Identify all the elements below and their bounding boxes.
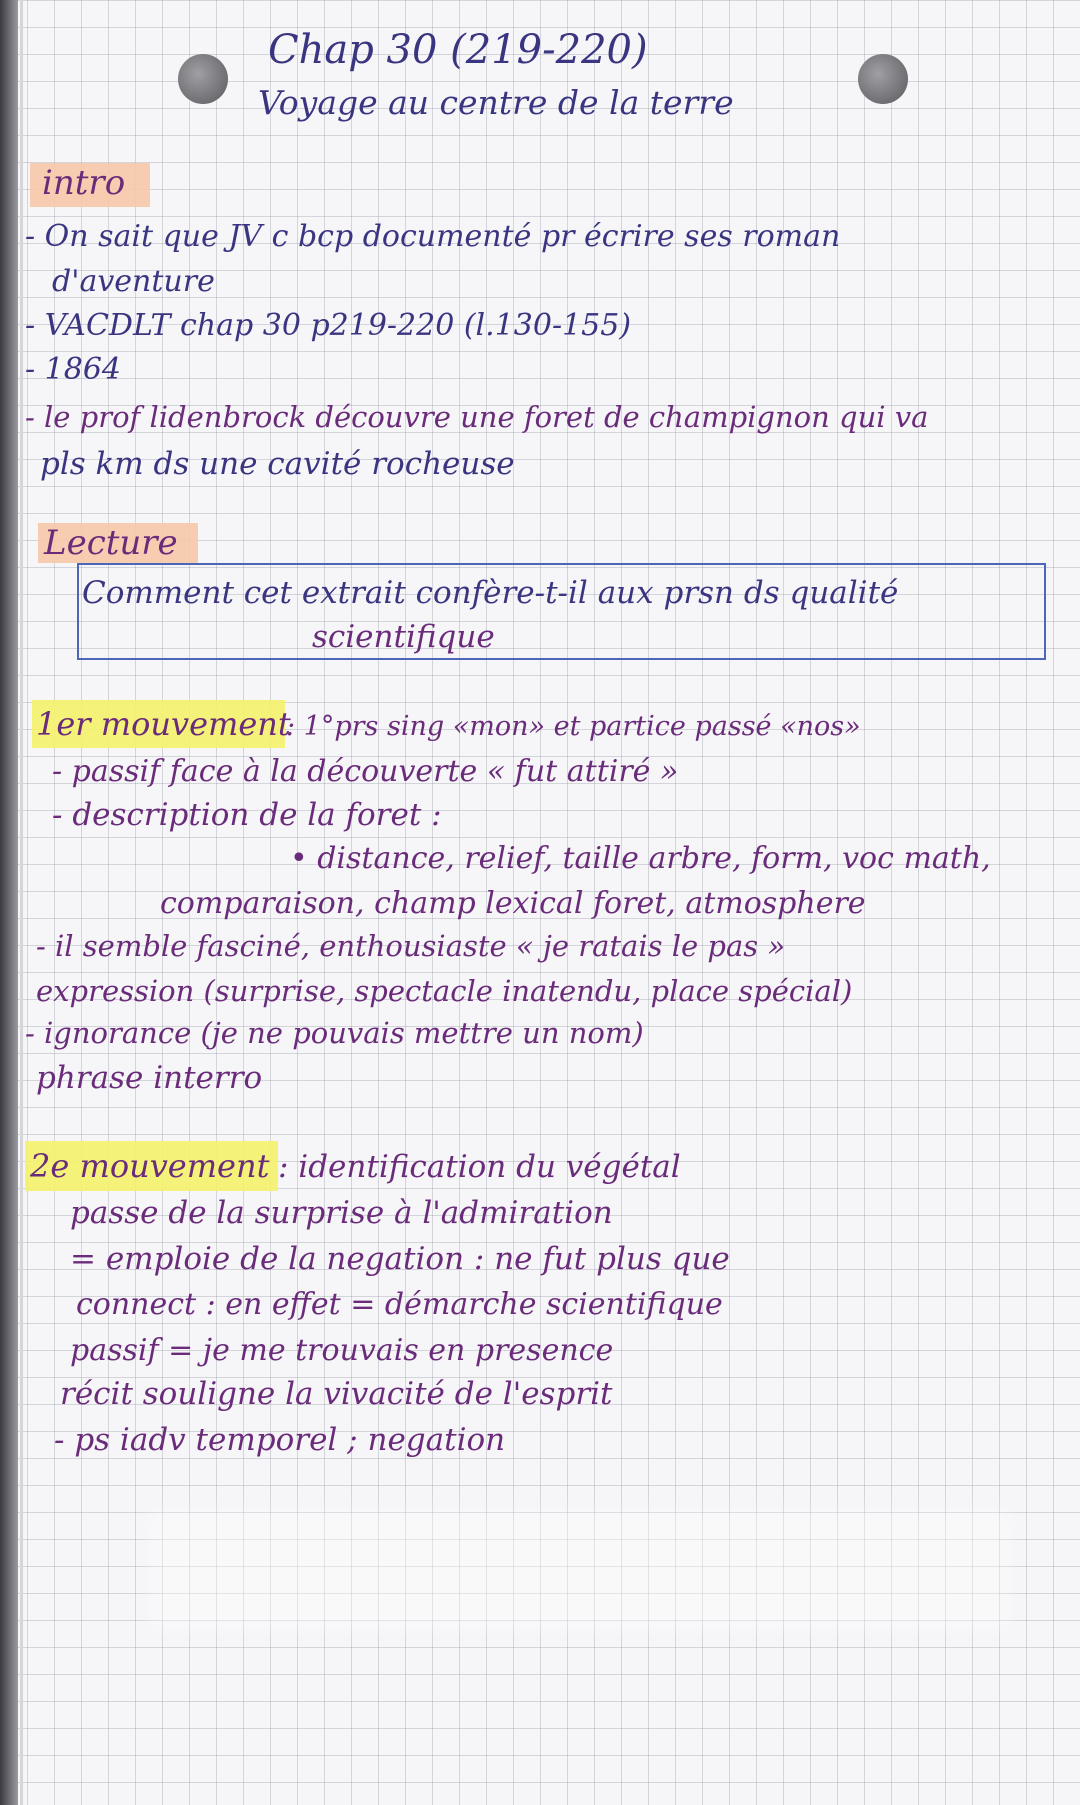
mouvement1-heading-rest: : 1°prs sing «mon» et partice passé «nos»	[286, 711, 861, 742]
margin-line	[20, 0, 23, 1805]
mouvement1-heading: 1er mouvement	[36, 705, 291, 743]
mouvement1-line-1: - passif face à la découverte « fut attiré »	[52, 754, 679, 789]
intro-line-4: - 1864	[25, 352, 122, 387]
intro-line-3: - VACDLT chap 30 p219-220 (l.130-155)	[25, 308, 632, 343]
mouvement2-line-3: connect : en effet = démarche scientifique	[76, 1287, 723, 1322]
mouvement1-line-7: - ignorance (je ne pouvais mettre un nom)	[25, 1016, 644, 1050]
mouvement2-line-6: - ps iadv temporel ; negation	[54, 1422, 506, 1458]
mouvement2-line-1: passe de la surprise à l'admiration	[70, 1195, 613, 1231]
page-subtitle: Voyage au centre de la terre	[258, 83, 734, 122]
binder-hole-right	[858, 54, 908, 104]
intro-line-2: d'aventure	[52, 264, 215, 299]
mouvement2-line-2: = emploie de la negation : ne fut plus que	[70, 1241, 730, 1277]
mouvement1-line-5: - il semble fasciné, enthousiaste « je ratais le pas »	[36, 929, 786, 963]
mouvement1-line-6: expression (surprise, spectacle inatendu, place spécial)	[36, 974, 853, 1008]
mouvement1-line-3: • distance, relief, taille arbre, form, voc math,	[290, 841, 991, 876]
intro-heading: intro	[42, 163, 126, 203]
binding-edge	[0, 0, 18, 1805]
binder-hole-left	[178, 54, 228, 104]
mouvement1-line-2: - description de la foret :	[52, 797, 442, 833]
mouvement1-line-4: comparaison, champ lexical foret, atmosphere	[160, 886, 866, 921]
page-title: Chap 30 (219-220)	[268, 27, 648, 73]
intro-line-1: - On sait que JV c bcp documenté pr écrire ses roman	[25, 219, 841, 254]
lecture-question-line-2: scientifique	[312, 619, 495, 655]
mouvement2-heading-rest: : identification du végétal	[278, 1149, 681, 1185]
lecture-heading: Lecture	[44, 523, 178, 563]
mouvement1-line-8: phrase interro	[36, 1060, 263, 1096]
paper-glare	[150, 1510, 1010, 1630]
intro-line-6: pls km ds une cavité rocheuse	[40, 446, 515, 482]
mouvement2-heading: 2e mouvement	[30, 1147, 270, 1185]
mouvement2-line-5: récit souligne la vivacité de l'esprit	[60, 1376, 613, 1412]
lecture-question-line-1: Comment cet extrait confère-t-il aux prsn ds qualité	[82, 575, 899, 611]
intro-line-5: - le prof lidenbrock découvre une foret de champignon qui va	[25, 400, 929, 434]
mouvement2-line-4: passif = je me trouvais en presence	[70, 1333, 614, 1368]
